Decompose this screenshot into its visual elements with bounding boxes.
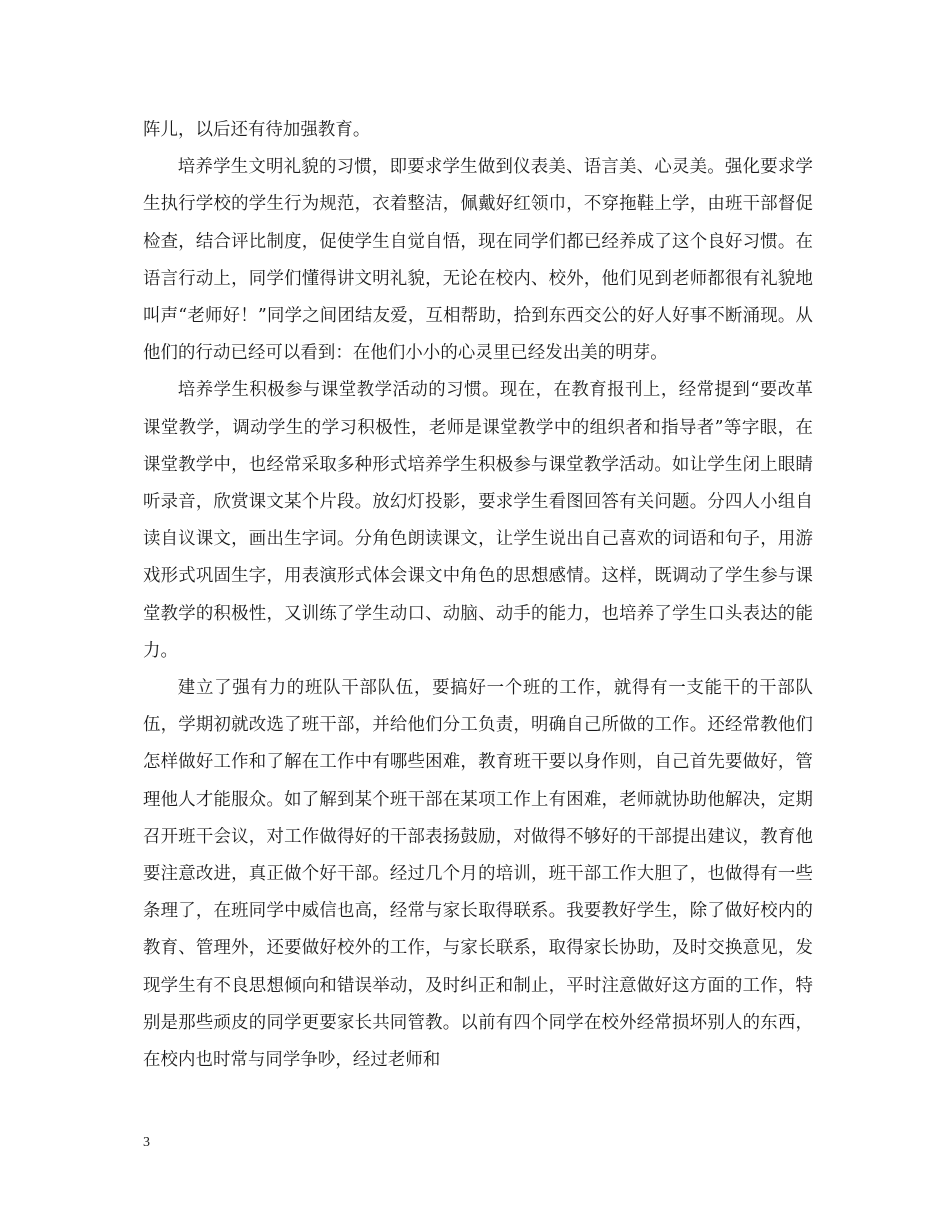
paragraph-1: 阵儿，以后还有待加强教育。: [143, 120, 371, 140]
paragraph-4: 建立了强有力的班队干部队伍，要搞好一个班的工作，就得有一支能干的干部队伍，学期初就改选了班干部，并给他们分工负责，明确自己所做的工作。还经常教他们怎样做好工作和了解在工作中有哪些困难，教育班干要以身作则，自己首先要做好，管理他人才能服众。如了解到某个班干部在某项工作上有困难，老师就协助他解决，定期召开班干会议，对工作做得好的干部表扬鼓励，对做得不够好的干部提出建议，教育他要注意改进，真正做个好干部。经过几个月的培训，班干部工作大胆了，也做得有一些条理了，在班同学中威信也高，经常与家长取得联系。我要教好学生，除了做好校内的教育、管理外，还要做好校外的工作，与家长联系，取得家长协助，及时交换意见，发现学生有不良思想倾向和错误举动，及时纠正和制止，平时注意做好这方面的工作，特别是那些顽皮的同学更要家长共同管教。以前有四个同学在校外经常损坏别人的东西，在校内也时常与同学争吵，经过老师和: [143, 678, 813, 1071]
page-number: 3: [143, 1135, 150, 1150]
paragraph-3: 培养学生积极参与课堂教学活动的习惯。现在，在教育报刊上，经常提到“要改革课堂教学，调动学生的学习积极性，老师是课堂教学中的组织者和指导者”等字眼，在课堂教学中，也经常采取多种形式培养学生积极参与课堂教学活动。如让学生闭上眼睛听录音，欣赏课文某个片段。放幻灯投影，要求学生看图回答有关问题。分四人小组自读自议课文，画出生字词。分角色朗读课文，让学生说出自己喜欢的词语和句子，用游戏形式巩固生字，用表演形式体会课文中角色的思想感情。这样，既调动了学生参与课堂教学的积极性，又训练了学生动口、动脑、动手的能力，也培养了学生口头表达的能力。: [143, 380, 813, 661]
paragraph-2: 培养学生文明礼貌的习惯，即要求学生做到仪表美、语言美、心灵美。强化要求学生执行学校的学生行为规范，衣着整洁，佩戴好红领巾，不穿拖鞋上学，由班干部督促检查，结合评比制度，促使学生自觉自悟，现在同学们都已经养成了这个良好习惯。在语言行动上，同学们懂得讲文明礼貌，无论在校内、校外，他们见到老师都很有礼貌地叫声“老师好！”同学之间团结友爱，互相帮助，拾到东西交公的好人好事不断涌现。从他们的行动已经可以看到：在他们小小的心灵里已经发出美的明芽。: [143, 157, 813, 364]
body-text: [143, 112, 813, 1079]
